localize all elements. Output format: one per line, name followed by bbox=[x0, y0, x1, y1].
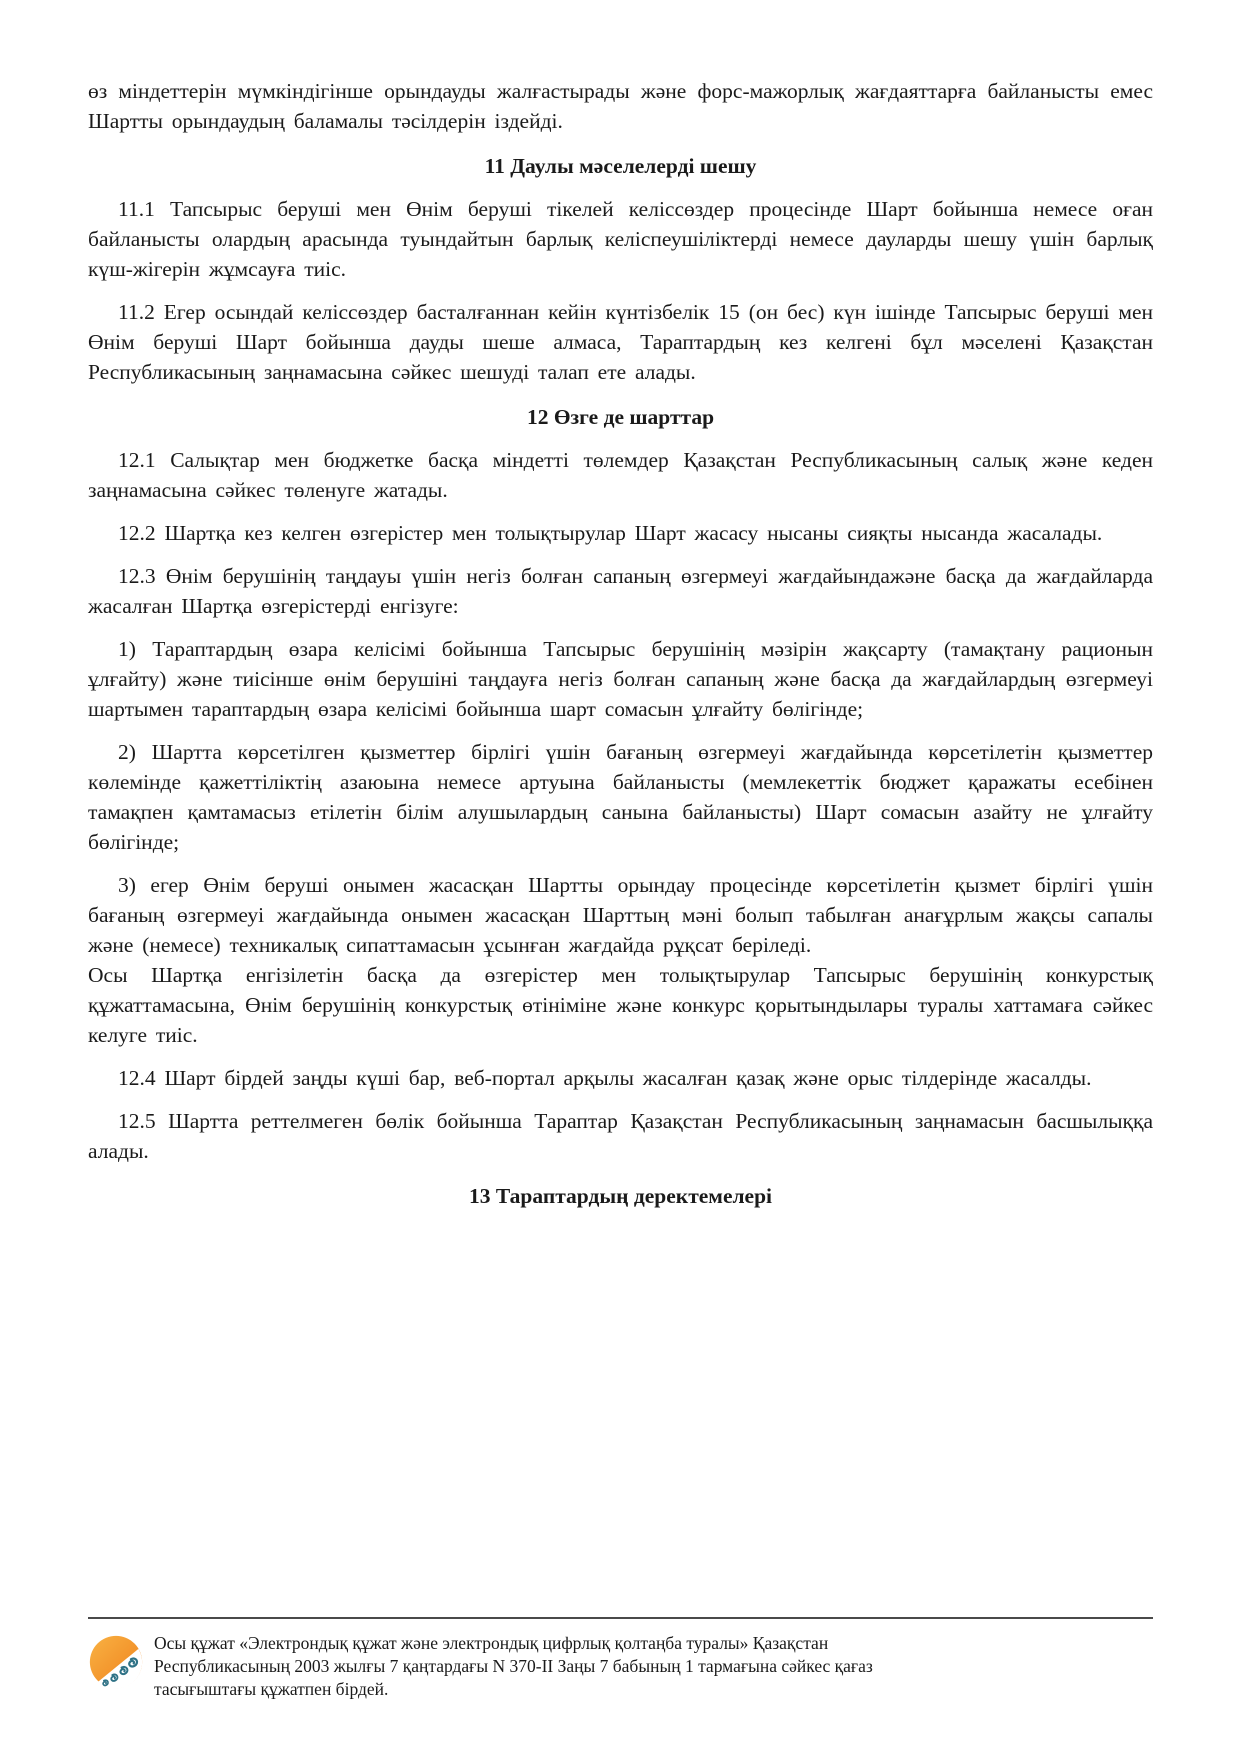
paragraph-12-1: 12.1 Салықтар мен бюджетке басқа міндетті төлемдер Қазақстан Республикасының салық және кеден заңнамасына сәйкес төленуге жатады. bbox=[88, 448, 1153, 502]
e-signature-footer bbox=[88, 1617, 1153, 1701]
section-13-heading: 13 Тараптардың деректемелері bbox=[468, 1184, 773, 1208]
e-signature-notice-line-2: Республикасының 2003 жылғы 7 қаңтардағы N 370-II Заңы 7 бабының 1 тармағына сәйкес қағаз bbox=[154, 1656, 873, 1676]
e-signature-notice bbox=[154, 1632, 873, 1701]
e-signature-notice-line-1: Осы құжат «Электрондық құжат және электрондық цифрлық қолтаңба туралы» Қазақстан bbox=[154, 1633, 829, 1653]
paragraph-11-1: 11.1 Тапсырыс беруші мен Өнім беруші тікелей келіссөздер процесінде Шарт бойынша немесе оған байланысты олардың арасында туындайтын барлық келіспеушіліктерді немесе дауларды шешу үшін барлық күш-жігерін жұмсауға тиіс. bbox=[88, 197, 1153, 281]
paragraph-other-changes: Осы Шартқа енгізілетін басқа да өзгерістер мен толықтырулар Тапсырыс берушінің конкурстық құжаттамасына, Өнім берушінің конкурстық өтініміне және конкурс қорытындылары туралы хаттамаға сәйкес келуге тиіс. bbox=[88, 963, 1153, 1047]
paragraph-list-item-1: 1) Тараптардың өзара келісімі бойынша Тапсырыс берушінің мәзірін жақсарту (тамақтану рационын ұлғайту) және тиісінше өнім берушіні таңдауға негіз болған сапаның және басқа да жағдайлардың өзгермеуі шартымен тараптардың өзара келісімі бойынша шарт сомасын ұлғайту бөлігінде; bbox=[88, 637, 1153, 721]
paragraph-12-5: 12.5 Шартта реттелмеген бөлік бойынша Тараптар Қазақстан Республикасының заңнамасын басшылыққа алады. bbox=[88, 1109, 1153, 1163]
e-signature-notice-line-3: тасығыштағы құжатпен бірдей. bbox=[154, 1679, 389, 1699]
egov-ornament-stamp-icon bbox=[88, 1634, 144, 1690]
paragraph-11-2: 11.2 Егер осындай келіссөздер басталғаннан кейін күнтізбелік 15 (он бес) күн ішінде Тапсырыс беруші мен Өнім беруші Шарт бойынша дауды шеше алмаса, Тараптардың кез келгені бұл мәселені Қазақстан Республикасының заңнамасына сәйкес шешуді талап ете алады. bbox=[88, 300, 1153, 384]
paragraph-list-item-2: 2) Шартта көрсетілген қызметтер бірлігі үшін бағаның өзгермеуі жағдайында көрсетілетін қызметтер көлемінде қажеттіліктің азаюына немесе артуына байланысты (мемлекеттік бюджет қаражаты есебінен тамақпен қамтамасыз етілетін білім алушылардың санына байланысты) Шарт сомасын азайту не ұлғайту бөлігінде; bbox=[88, 740, 1153, 854]
paragraph-list-item-3: 3) егер Өнім беруші онымен жасасқан Шартты орындау процесінде көрсетілетін қызмет бірлігі үшін бағаның өзгермеуі жағдайында онымен жасасқан Шарттың мәні болып табылған анағұрлым жақсы сапалы және (немесе) техникалық сипаттамасын ұсынған жағдайда рұқсат беріледі. bbox=[88, 873, 1153, 957]
paragraph-12-2: 12.2 Шартқа кез келген өзгерістер мен толықтырулар Шарт жасасу нысаны сияқты нысанда жасалады. bbox=[118, 521, 1103, 545]
section-12-heading: 12 Өзге де шарттар bbox=[526, 405, 715, 429]
paragraph-continuation: өз міндеттерін мүмкіндігінше орындауды жалғастырады және форс-мажорлық жағдаяттарға байланысты емес Шартты орындаудың баламалы тәсілдерін іздейді. bbox=[88, 79, 1153, 133]
document-page bbox=[88, 76, 1153, 1211]
paragraph-12-4: 12.4 Шарт бірдей заңды күші бар, веб-портал арқылы жасалған қазақ және орыс тілдерінде жасалды. bbox=[118, 1066, 1092, 1090]
paragraph-12-3: 12.3 Өнім берушінің таңдауы үшін негіз болған сапаның өзгермеуі жағдайындажәне басқа да жағдайларда жасалған Шартқа өзгерістерді енгізуге: bbox=[88, 564, 1153, 618]
section-11-heading: 11 Даулы мәселелерді шешу bbox=[484, 154, 757, 178]
